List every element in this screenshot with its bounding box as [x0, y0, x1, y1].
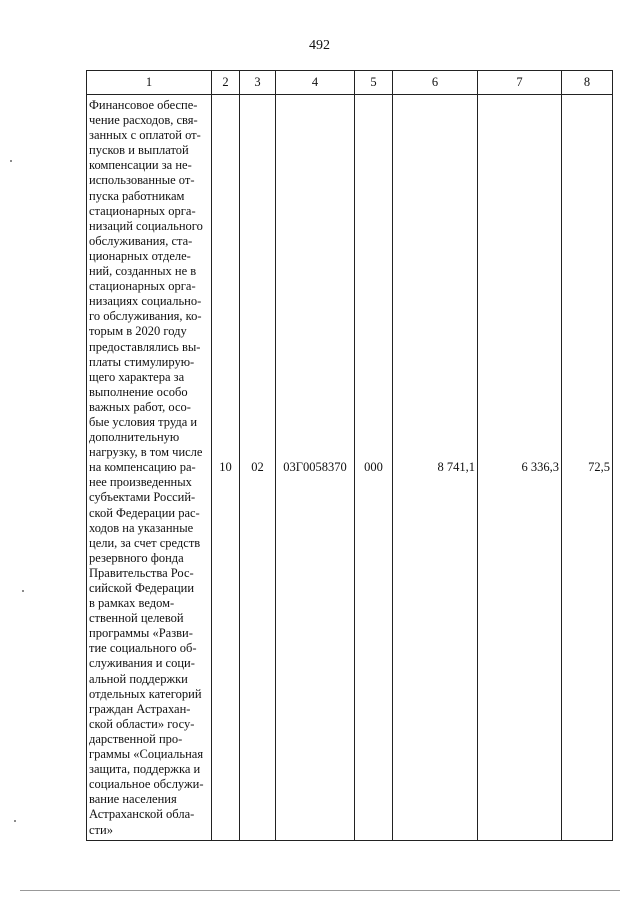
- description-line: чение расходов, свя-: [89, 113, 198, 128]
- table-row: [87, 95, 613, 841]
- description-line: платы стимулирую-: [89, 354, 195, 369]
- scan-speck: [14, 820, 16, 822]
- description-line: цели, за счет средств: [89, 535, 201, 550]
- description-line: сти»: [89, 822, 113, 837]
- description-line: в рамках ведом-: [89, 596, 175, 611]
- description-line: обслуживания, ста-: [89, 233, 193, 248]
- description-line: ционарных отделе-: [89, 248, 191, 263]
- description-line: предоставлялись вы-: [89, 339, 201, 354]
- header-row: [87, 71, 613, 95]
- executed-amount-cell: 6 336,3: [478, 95, 562, 841]
- target-article-cell: 03Г0058370: [276, 95, 355, 841]
- description-line: низациях социально-: [89, 294, 202, 309]
- header-cell-7: 7: [478, 71, 562, 95]
- description-line: программы «Разви-: [89, 626, 193, 641]
- description-line: резервного фонда: [89, 550, 184, 565]
- description-line: пусков и выплатой: [89, 143, 189, 158]
- description-line: на компенсацию ра-: [89, 460, 196, 475]
- scan-speck: [10, 160, 12, 162]
- description-line: выполнение особо: [89, 384, 188, 399]
- description-line: ний, созданных не в: [89, 264, 197, 279]
- description-line: нагрузку, в том числе: [89, 445, 203, 460]
- description-line: дополнительную: [89, 430, 180, 445]
- subsection-code-cell: 02: [240, 95, 276, 841]
- description-line: торым в 2020 году: [89, 324, 187, 339]
- description-line: сийской Федерации: [89, 581, 195, 595]
- description-line: Финансовое обеспе-: [89, 98, 198, 112]
- description-line: Правительства Рос-: [89, 565, 194, 580]
- budget-table: [86, 70, 613, 841]
- description-line: компенсации за не-: [89, 158, 192, 173]
- scan-speck: [22, 590, 24, 592]
- description-line: вание населения: [89, 792, 177, 807]
- description-line: тие социального об-: [89, 641, 197, 656]
- planned-amount-cell: 8 741,1: [393, 95, 478, 841]
- description-line: социальное обслужи-: [89, 777, 204, 792]
- description-line: бые условия труда и: [89, 414, 198, 429]
- header-cell-2: 2: [212, 71, 240, 95]
- header-cell-6: 6: [393, 71, 478, 95]
- description-line: важных работ, осо-: [89, 399, 191, 414]
- description-line: защита, поддержка и: [89, 762, 201, 777]
- description-line: занных с оплатой от-: [89, 128, 201, 143]
- description-line: ской области» госу-: [89, 716, 195, 731]
- header-cell-1: 1: [87, 71, 212, 95]
- header-cell-4: 4: [276, 71, 355, 95]
- description-line: служивания и соци-: [89, 656, 195, 671]
- header-cell-5: 5: [355, 71, 393, 95]
- bottom-rule: [20, 890, 620, 891]
- page-number: 492: [309, 38, 330, 53]
- description-line: ской Федерации рас-: [89, 505, 200, 520]
- description-line: стационарных орга-: [89, 279, 196, 294]
- percent-cell: 72,5: [562, 95, 613, 841]
- description-line: использованные от-: [89, 173, 195, 188]
- section-code-cell: 10: [212, 95, 240, 841]
- description-line: щего характера за: [89, 369, 185, 384]
- description-line: Астраханской обла-: [89, 807, 195, 822]
- description-line: низаций социального: [89, 218, 203, 233]
- description-line: ственной целевой: [89, 611, 184, 626]
- header-cell-3: 3: [240, 71, 276, 95]
- description-line: альной поддержки: [89, 671, 188, 686]
- description-line: отдельных категорий: [89, 686, 202, 701]
- description-line: го обслуживания, ко-: [89, 309, 202, 324]
- expense-type-cell: 000: [355, 95, 393, 841]
- description-line: граммы «Социальная: [89, 747, 204, 762]
- description-line: нее произведенных: [89, 475, 192, 490]
- description-cell: [87, 95, 212, 841]
- description-line: стационарных орга-: [89, 203, 196, 218]
- header-cell-8: 8: [562, 71, 613, 95]
- description-line: граждан Астрахан-: [89, 701, 191, 716]
- description-line: пуска работникам: [89, 188, 185, 203]
- description-line: субъектами Россий-: [89, 490, 196, 505]
- description-line: ходов на указанные: [89, 520, 194, 535]
- description-line: дарственной про-: [89, 731, 183, 746]
